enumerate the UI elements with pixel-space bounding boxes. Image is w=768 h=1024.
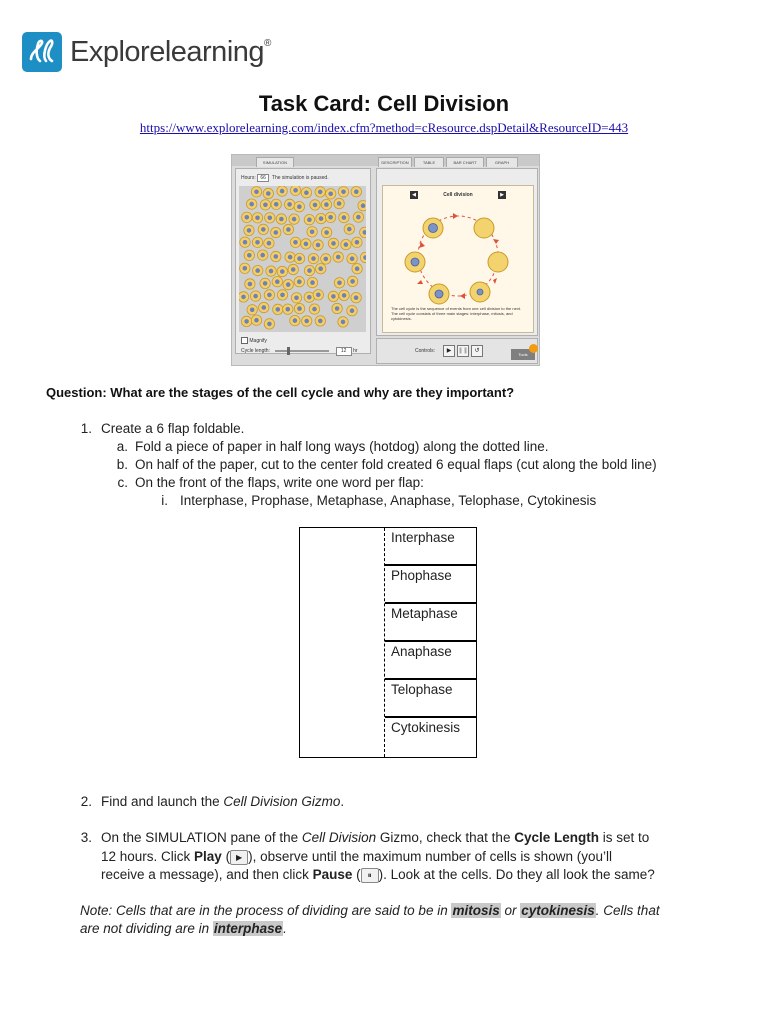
cell-nucleus — [335, 306, 340, 311]
diagram-title: Cell division — [443, 192, 473, 198]
cell-nucleus — [324, 257, 329, 262]
cell-nucleus — [247, 253, 252, 258]
flap — [385, 680, 476, 718]
logo-wordmark: Explorelearning® — [70, 35, 271, 68]
cell-nucleus — [361, 203, 366, 208]
cell-nucleus — [274, 230, 279, 235]
highlight-mitosis: mitosis — [452, 903, 500, 918]
cell-nucleus — [292, 217, 297, 222]
cell-nucleus — [304, 190, 309, 195]
step-3-line-3: receive a message), and then click Pause ( ⏸ ). Look at the cells. Do they all look the same? — [101, 867, 655, 882]
cell-nucleus — [286, 227, 291, 232]
tab-table[interactable]: TABLE — [414, 157, 444, 167]
cell-nucleus — [337, 281, 342, 286]
cell-nucleus — [244, 319, 249, 324]
resource-link[interactable]: https://www.explorelearning.com/index.cfm?method=cResource.dspDetail&ResourceID=443 — [139, 120, 629, 135]
cell-nucleus — [266, 191, 271, 196]
cell-field — [239, 186, 366, 332]
cell-nucleus — [341, 190, 346, 195]
cell-nucleus — [241, 295, 246, 300]
simulation-pane — [235, 168, 371, 354]
step-1c-text: On the front of the flaps, write one word per flap: — [135, 475, 424, 490]
cell-nucleus — [280, 189, 285, 194]
cell-nucleus — [347, 227, 352, 232]
cell-nucleus — [243, 240, 248, 245]
cell-nucleus — [310, 280, 315, 285]
cycle-length-value[interactable]: 12 — [336, 347, 352, 356]
cell-nucleus — [267, 293, 272, 298]
description-pane — [376, 168, 538, 336]
flap-label: Cytokinesis — [391, 720, 461, 735]
cell-nucleus — [247, 228, 252, 233]
cell-nucleus — [355, 240, 360, 245]
play-icon[interactable]: ▶ — [443, 345, 455, 357]
cell-nucleus — [297, 306, 302, 311]
cell-nucleus — [324, 230, 329, 235]
flap-label: Anaphase — [391, 644, 452, 659]
cell-nucleus — [328, 215, 333, 220]
magnify-checkbox[interactable]: Magnify — [241, 337, 267, 344]
flap — [385, 642, 476, 680]
tab-bar-chart[interactable]: BAR CHART — [446, 157, 484, 167]
cell-nucleus — [250, 308, 255, 313]
cell-nucleus — [318, 319, 323, 324]
cell-nucleus — [341, 320, 346, 325]
step-1b-text: On half of the paper, cut to the center fold created 6 equal flaps (cut along the bold line) — [135, 457, 657, 472]
pause-icon[interactable]: ❚❚ — [457, 345, 469, 357]
cell-nucleus — [255, 240, 260, 245]
cell-nucleus — [331, 294, 336, 299]
cell-nucleus — [291, 267, 296, 272]
cell-nucleus — [263, 203, 268, 208]
pause-icon: ⏸ — [361, 868, 379, 883]
cell-nucleus — [293, 240, 298, 245]
step-1a-text: Fold a piece of paper in half long ways (hotdog) along the dotted line. — [135, 439, 549, 454]
cell-nucleus — [319, 216, 324, 221]
cell-nucleus — [280, 269, 285, 274]
cell-nucleus — [328, 192, 333, 197]
cell-nucleus — [342, 215, 347, 220]
flap-label: Metaphase — [391, 606, 458, 621]
cell-nucleus — [267, 241, 272, 246]
step-1c-letter: c. — [117, 475, 128, 490]
explorelearning-mark-icon — [22, 32, 62, 72]
reset-icon[interactable]: ↺ — [471, 345, 483, 357]
cell-nucleus — [286, 307, 291, 312]
cell-nucleus — [307, 295, 312, 300]
cell-nucleus — [324, 202, 329, 207]
cell-nucleus — [318, 266, 323, 271]
cycle-length-control: Cycle length: 12 hr — [241, 348, 358, 354]
prev-arrow-icon[interactable]: ◀ — [410, 191, 418, 199]
cell-nucleus — [245, 215, 250, 220]
cell-nucleus — [342, 293, 347, 298]
cell-nucleus — [356, 215, 361, 220]
cell-nucleus — [350, 308, 355, 313]
step-1ci-text: Interphase, Prophase, Metaphase, Anaphase, Telophase, Cytokinesis — [180, 493, 597, 508]
cell-nucleus — [267, 322, 272, 327]
cell-nucleus — [354, 295, 359, 300]
hours-readout: Hours: 66 The simulation is paused. — [241, 175, 329, 181]
diagram-description: The cell cycle is the sequence of events from one cell division to the next. The cell cycle consists of three main stages: interphase, mitosis, and cytokinesis. — [391, 306, 522, 321]
cell-nucleus — [262, 305, 267, 310]
flap — [385, 566, 476, 604]
highlight-interphase: interphase — [213, 921, 283, 936]
cell-nucleus — [261, 227, 266, 232]
cell-nucleus — [254, 190, 259, 195]
cell-nucleus — [312, 307, 317, 312]
cell-nucleus — [304, 319, 309, 324]
step-2-text: Find and launch the Cell Division Gizmo. — [101, 794, 345, 809]
cell-nucleus — [274, 202, 279, 207]
cell-nucleus — [331, 241, 336, 246]
cell-nucleus — [293, 318, 298, 323]
cell-nucleus — [350, 279, 355, 284]
cell-cycle-diagram — [382, 185, 534, 333]
step-3-number: 3. — [80, 830, 92, 845]
cell-nucleus — [310, 230, 315, 235]
note-line-2: are not dividing are in interphase. — [80, 921, 287, 936]
cell-nucleus — [336, 255, 341, 260]
tab-simulation[interactable]: SIMULATION — [256, 157, 294, 167]
cell-nucleus — [311, 256, 316, 261]
cell-nucleus — [268, 216, 273, 221]
cell-nucleus — [255, 216, 260, 221]
step-3-line-1: On the SIMULATION pane of the Cell Division Gizmo, check that the Cycle Length is set to — [101, 830, 650, 845]
cell-nucleus — [263, 281, 268, 286]
cell-nucleus — [297, 256, 302, 261]
step-1-number: 1. — [80, 421, 92, 436]
cell-nucleus — [255, 268, 260, 273]
flap-label: Phophase — [391, 568, 452, 583]
tab-description[interactable]: DESCRIPTION — [378, 157, 412, 167]
flap — [385, 528, 476, 566]
step-1ci-numeral: i. — [161, 493, 168, 508]
cell-field-drawing — [239, 186, 366, 332]
cell-nucleus — [294, 296, 299, 301]
cell-nucleus — [279, 217, 284, 222]
cell-nucleus — [286, 282, 291, 287]
tools-button[interactable]: Tools — [511, 349, 535, 360]
step-3-line-2: 12 hours. Click Play ( ▶ ), observe until the maximum number of cells is shown (you’ll — [101, 849, 612, 864]
foldable-diagram — [299, 527, 477, 758]
cell-nucleus — [318, 190, 323, 195]
cell-nucleus — [297, 279, 302, 284]
cell-nucleus — [355, 266, 360, 271]
tab-graph[interactable]: GRAPH — [486, 157, 518, 167]
explorelearning-logo — [22, 32, 271, 72]
question-heading: Question: What are the stages of the cell cycle and why are they important? — [46, 385, 515, 400]
cell-nucleus — [275, 279, 280, 284]
cell-nucleus — [354, 189, 359, 194]
flap — [385, 604, 476, 642]
cycle-length-slider[interactable] — [275, 350, 329, 352]
page-title: Task Card: Cell Division — [258, 91, 510, 116]
highlight-cytokinesis: cytokinesis — [521, 903, 595, 918]
step-1b-letter: b. — [116, 457, 128, 472]
cell-nucleus — [269, 269, 274, 274]
step-2-number: 2. — [80, 794, 92, 809]
cell-nucleus — [304, 242, 309, 247]
cell-nucleus — [287, 202, 292, 207]
step-1a-letter: a. — [116, 439, 128, 454]
gizmo-tabbar — [232, 155, 539, 166]
cell-nucleus — [288, 255, 293, 260]
cell-nucleus — [316, 243, 321, 248]
play-icon: ▶ — [230, 850, 248, 865]
cell-nucleus — [313, 203, 318, 208]
cell-nucleus — [260, 253, 265, 258]
controls-bar: Controls: ▶ ❚❚ ↺ Tools — [376, 338, 538, 364]
cell-cycle-ring — [383, 200, 533, 320]
cell-nucleus — [316, 293, 321, 298]
next-arrow-icon[interactable]: ▶ — [498, 191, 506, 199]
cell-nucleus — [350, 256, 355, 261]
note-line-1: Note: Cells that are in the process of dividing are said to be in mitosis or cytokinesis. Cells that — [80, 903, 660, 918]
cell-nucleus — [276, 307, 281, 312]
cell-nucleus — [307, 217, 312, 222]
cell-nucleus — [307, 268, 312, 273]
cell-nucleus — [249, 202, 254, 207]
cell-nucleus — [337, 201, 342, 206]
cell-nucleus — [280, 293, 285, 298]
cell-nucleus — [254, 318, 259, 323]
cell-nucleus — [344, 242, 349, 247]
cell-nucleus — [248, 282, 253, 287]
cell-nucleus — [297, 204, 302, 209]
flap — [385, 718, 476, 756]
flap-label: Interphase — [391, 530, 455, 545]
cell-nucleus — [274, 254, 279, 259]
cell-nucleus — [243, 266, 248, 271]
cell-nucleus — [293, 188, 298, 193]
flap-label: Telophase — [391, 682, 453, 697]
step-1-text: Create a 6 flap foldable. — [101, 421, 245, 436]
gizmo-screenshot — [231, 154, 540, 366]
cell-nucleus — [253, 294, 258, 299]
